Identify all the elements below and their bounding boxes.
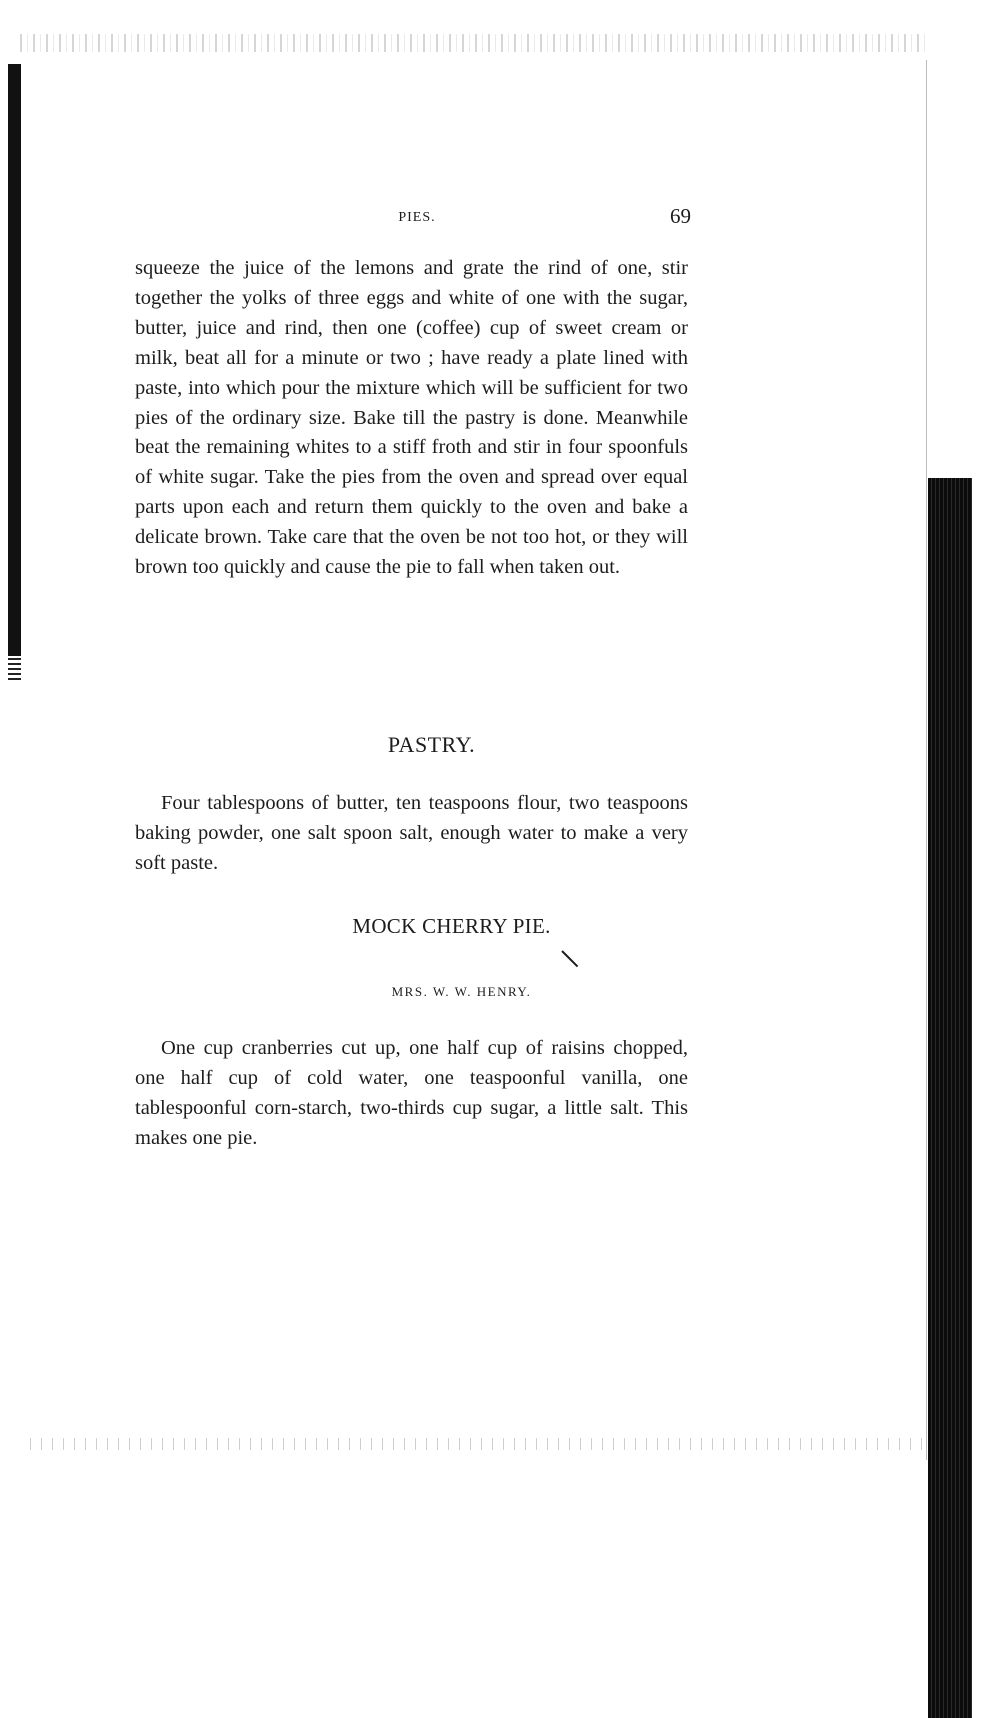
scan-edge-left	[8, 64, 21, 656]
mock-cherry-pie-paragraph: One cup cranberries cut up, one half cup of raisins chopped, one half cup of cold water, one teaspoonful vanilla, one tablespoonful corn-starch, two-thirds cup sugar, a little salt. This makes one pie.	[135, 1037, 688, 1149]
scan-noise-bottom	[30, 1438, 930, 1450]
mock-cherry-pie-heading: MOCK CHERRY PIE.	[352, 914, 551, 938]
pastry-paragraph: Four tablespoons of butter, ten teaspoons flour, two teaspoons baking powder, one salt spoon salt, enough water to make a very soft paste.	[135, 792, 688, 874]
page-edge-right	[926, 60, 927, 1460]
scan-noise-top	[20, 34, 930, 52]
lemon-pie-continued-paragraph: squeeze the juice of the lemons and grate the rind of one, stir together the yolks of three eggs and white of one with the sugar, butter, juice and rind, then one (coffee) cup of sweet cream or milk, beat all for a minute or two ; have ready a plate lined with paste, into which pour the mixture which will be sufficient for two pies of the ordinary size. Bake till the pastry is done. Meanwhile beat the remaining whites to a stiff froth and stir in four spoonfuls of white sugar. Take the pies from the oven and spread over equal parts upon each and return them quickly to the oven and bake a delicate brown. Take care that the oven be not too hot, or they will brown too quickly and cause the pie to fall when taken out.	[135, 257, 688, 579]
scan-edge-right	[928, 478, 972, 1718]
running-title: PIES.	[398, 210, 436, 225]
stray-pen-mark	[561, 950, 578, 967]
running-header	[135, 204, 691, 232]
recipe-contributor: MRS. W. W. HENRY.	[391, 984, 532, 999]
page-number: 69	[670, 204, 691, 228]
scan-edge-left-ticks	[8, 658, 21, 680]
pastry-heading: PASTRY.	[387, 732, 476, 757]
